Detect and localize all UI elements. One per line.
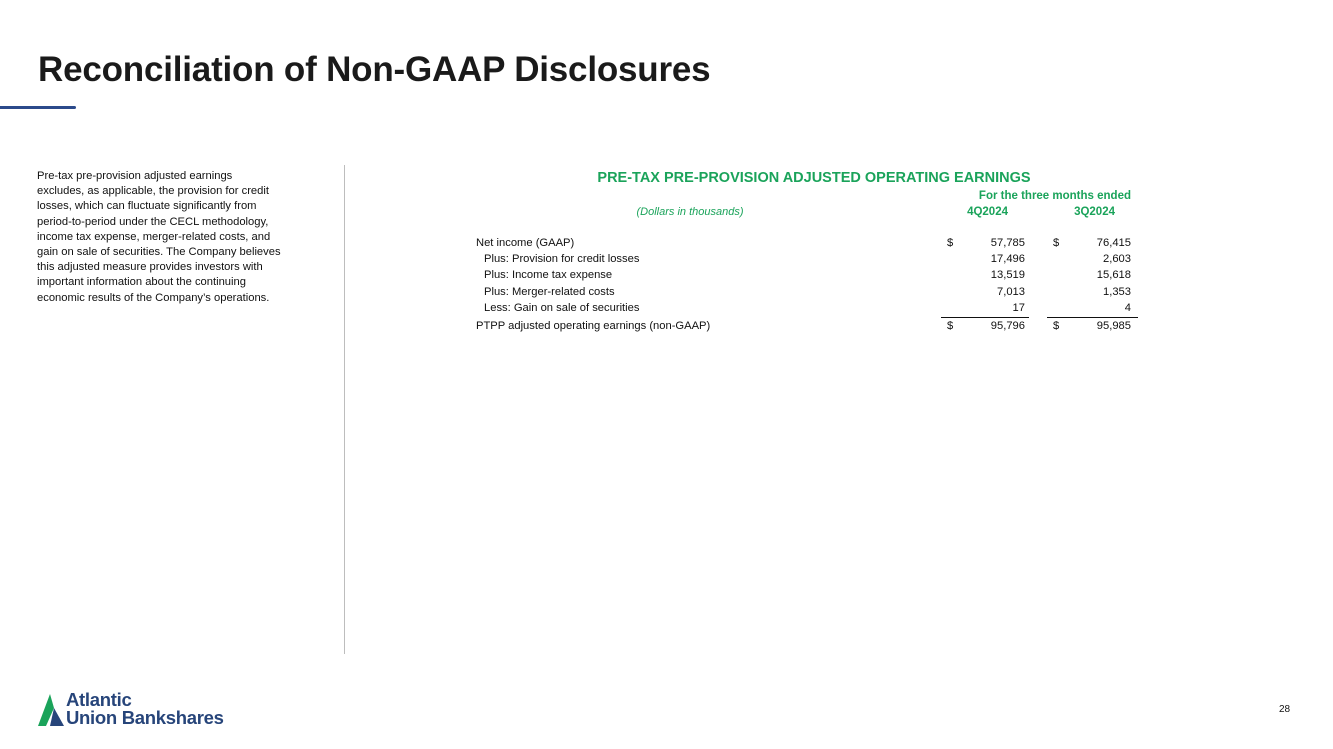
period-header: For the three months ended [978, 190, 1131, 202]
currency-symbol: $ [1053, 237, 1060, 249]
value-4q2024: 17 [1012, 302, 1025, 314]
title-underline [0, 106, 76, 109]
value-3q2024: 95,985 [1096, 320, 1131, 332]
row-label: PTPP adjusted operating earnings (non-GAAP) [476, 320, 711, 332]
logo-wordmark [66, 691, 224, 727]
currency-symbol: $ [947, 237, 954, 249]
currency-symbol: $ [1053, 320, 1060, 332]
table-row-total [0, 320, 1333, 336]
value-4q2024: 7,013 [997, 286, 1025, 298]
value-3q2024: 1,353 [1103, 286, 1131, 298]
logo-line-1: Atlantic [66, 689, 132, 710]
table-row [0, 237, 1333, 253]
description-text: Pre-tax pre-provision adjusted earnings excludes, as applicable, the provision for credit losses, which can fluctuate significantly from period-to-period under the CECL methodology, income tax expense, merger-related costs, and gain on sale of securities. The Company believes this adjusted measure provides investors with important information about the continuing economic results of the Company’s operations. [37, 170, 281, 304]
table-row [0, 269, 1333, 285]
value-4q2024: 57,785 [990, 237, 1025, 249]
currency-symbol: $ [947, 320, 954, 332]
value-3q2024: 2,603 [1103, 253, 1131, 265]
subtotal-rule [1047, 317, 1138, 318]
value-4q2024: 95,796 [990, 320, 1025, 332]
table-row [0, 253, 1333, 269]
row-label: Plus: Merger-related costs [484, 286, 615, 298]
value-3q2024: 76,415 [1096, 237, 1131, 249]
column-header-3q2024: 3Q2024 [1074, 206, 1115, 218]
logo-mark-icon [38, 690, 66, 728]
subtotal-rule [941, 317, 1029, 318]
page-number: 28 [1279, 704, 1291, 715]
row-label: Net income (GAAP) [476, 237, 575, 249]
units-note: (Dollars in thousands) [636, 206, 744, 218]
table-row [0, 286, 1333, 302]
column-header-4q2024: 4Q2024 [967, 206, 1008, 218]
value-4q2024: 13,519 [990, 269, 1025, 281]
row-label: Less: Gain on sale of securities [484, 302, 640, 314]
page-title: Reconciliation of Non-GAAP Disclosures [38, 50, 711, 89]
company-logo [38, 690, 268, 730]
row-label: Plus: Income tax expense [484, 269, 613, 281]
table-title: PRE-TAX PRE-PROVISION ADJUSTED OPERATING EARNINGS [597, 170, 1031, 186]
value-3q2024: 15,618 [1096, 269, 1131, 281]
table-row [0, 302, 1333, 318]
logo-line-2: Union Bankshares [66, 707, 224, 728]
value-3q2024: 4 [1124, 302, 1131, 314]
value-4q2024: 17,496 [990, 253, 1025, 265]
row-label: Plus: Provision for credit losses [484, 253, 640, 265]
